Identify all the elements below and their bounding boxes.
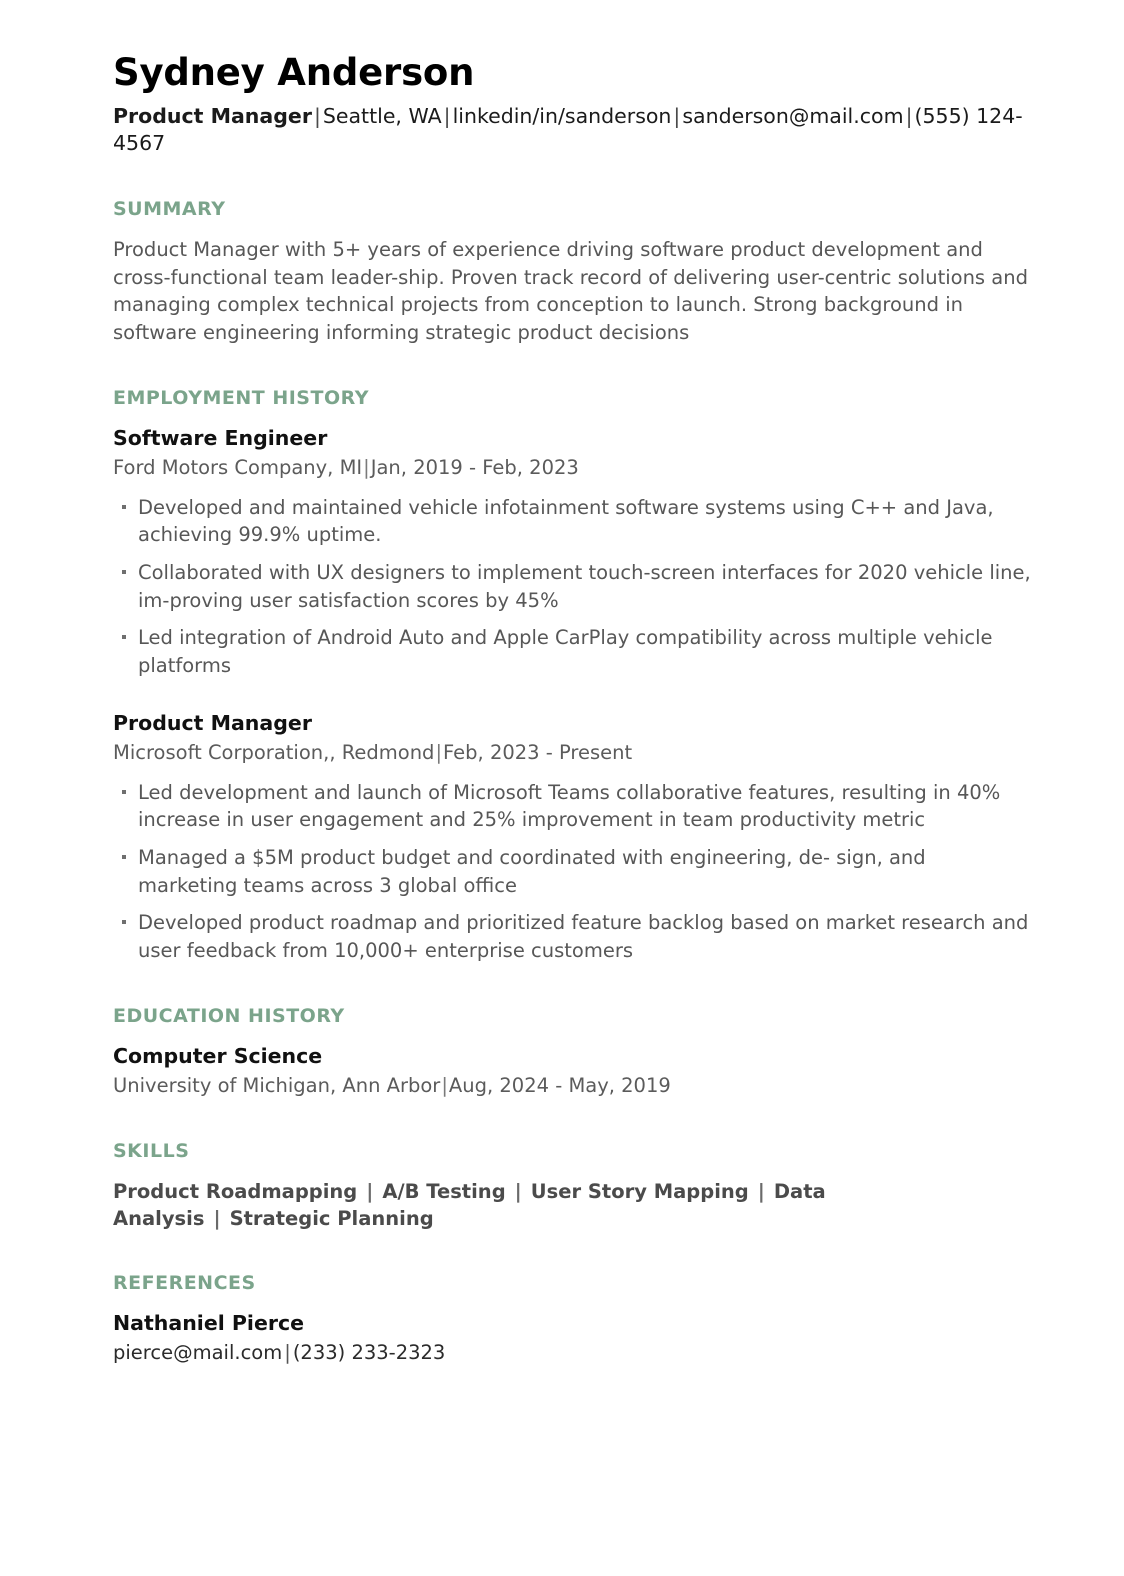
reference-entry bbox=[113, 1310, 1031, 1366]
skill-separator: | bbox=[757, 1179, 765, 1203]
contact-email[interactable]: sanderson@mail.com bbox=[682, 103, 904, 128]
contact-role: Product Manager bbox=[113, 103, 312, 128]
candidate-name: Sydney Anderson bbox=[113, 51, 475, 94]
contact-line bbox=[113, 103, 1031, 158]
section-summary bbox=[113, 198, 1031, 347]
employment-job-title: Software Engineer bbox=[113, 425, 328, 450]
skill-separator: | bbox=[366, 1179, 374, 1203]
contact-linkedin[interactable]: linkedin/in/sanderson bbox=[452, 103, 672, 128]
reference-separator: | bbox=[284, 1340, 291, 1364]
section-skills bbox=[113, 1140, 1031, 1233]
section-title-education: EDUCATION HISTORY bbox=[113, 1004, 345, 1027]
employment-bullet: Developed product roadmap and prioritized feature backlog based on market research and user feedback from 10,000+ enterprise customers bbox=[113, 909, 1031, 964]
employment-company: Ford Motors Company, MI bbox=[113, 456, 363, 480]
skill-item: A/B Testing bbox=[382, 1179, 506, 1203]
section-education-history bbox=[113, 1005, 1031, 1100]
employment-separator: | bbox=[435, 741, 443, 765]
employment-bullet: Managed a $5M product budget and coordinated with engineering, de- sign, and marketing teams across 3 global office bbox=[113, 844, 1031, 899]
reference-name: Nathaniel Pierce bbox=[113, 1311, 305, 1336]
employment-company-dates bbox=[113, 455, 1031, 481]
employment-bullet: Collaborated with UX designers to implement touch-screen interfaces for 2020 vehicle line, im-proving user satisfaction scores by 45% bbox=[113, 559, 1031, 614]
reference-email[interactable]: pierce@mail.com bbox=[113, 1340, 283, 1364]
resume-header bbox=[113, 52, 1031, 158]
contact-separator-3: | bbox=[673, 103, 681, 128]
section-references bbox=[113, 1272, 1031, 1366]
section-title-references: REFERENCES bbox=[113, 1272, 256, 1295]
reference-phone: (233) 233-2323 bbox=[292, 1340, 446, 1364]
education-school-dates bbox=[113, 1073, 1031, 1099]
contact-phone: (555) 124-4567 bbox=[113, 103, 1023, 156]
employment-bullet: Led integration of Android Auto and Apple CarPlay compatibility across multiple vehicle platforms bbox=[113, 624, 1031, 679]
employment-company: Microsoft Corporation,, Redmond bbox=[113, 741, 435, 765]
employment-bullet-list bbox=[113, 779, 1031, 965]
education-dates: Aug, 2024 - May, 2019 bbox=[448, 1074, 671, 1098]
reference-contact bbox=[113, 1340, 1031, 1366]
employment-job-title: Product Manager bbox=[113, 710, 312, 735]
employment-company-dates bbox=[113, 740, 1031, 766]
section-employment-history bbox=[113, 387, 1031, 965]
skill-separator: | bbox=[213, 1207, 221, 1231]
skill-item: Data Analysis bbox=[113, 1179, 826, 1231]
employment-bullet-list bbox=[113, 494, 1031, 680]
contact-separator-1: | bbox=[313, 103, 321, 128]
skill-item: User Story Mapping bbox=[530, 1179, 749, 1203]
employment-bullet: Developed and maintained vehicle infotainment software systems using C++ and Java, achieving 99.9% uptime. bbox=[113, 494, 1031, 549]
contact-location: Seattle, WA bbox=[322, 103, 442, 128]
employment-separator: | bbox=[363, 456, 370, 480]
contact-separator-2: | bbox=[443, 103, 451, 128]
education-school: University of Michigan, Ann Arbor bbox=[113, 1074, 441, 1098]
section-title-summary: SUMMARY bbox=[113, 197, 226, 220]
contact-separator-4: | bbox=[905, 103, 913, 128]
skill-item: Product Roadmapping bbox=[113, 1179, 358, 1203]
employment-entry bbox=[113, 425, 1031, 680]
skill-item: Strategic Planning bbox=[229, 1207, 434, 1231]
employment-dates: Feb, 2023 - Present bbox=[443, 741, 633, 765]
skills-list bbox=[113, 1178, 1031, 1233]
education-entry bbox=[113, 1043, 1031, 1100]
section-title-skills: SKILLS bbox=[113, 1139, 190, 1162]
resume-content bbox=[113, 52, 1031, 1370]
employment-entry bbox=[113, 710, 1031, 965]
education-degree: Computer Science bbox=[113, 1043, 323, 1068]
employment-bullet: Led development and launch of Microsoft Teams collaborative features, resulting in 40% increase in user engagement and 25% improvement in team productivity metric bbox=[113, 779, 1031, 834]
employment-dates: Jan, 2019 - Feb, 2023 bbox=[370, 456, 579, 480]
summary-text: Product Manager with 5+ years of experience driving software product development and cross-functional team leader-ship. Proven track record of delivering user-centric solutions and managing complex technical projects from conception to launch. Strong background in software engineering informing strategic product decisions bbox=[113, 237, 1028, 344]
section-title-employment: EMPLOYMENT HISTORY bbox=[113, 386, 369, 409]
education-separator: | bbox=[441, 1074, 448, 1098]
skill-separator: | bbox=[514, 1179, 522, 1203]
